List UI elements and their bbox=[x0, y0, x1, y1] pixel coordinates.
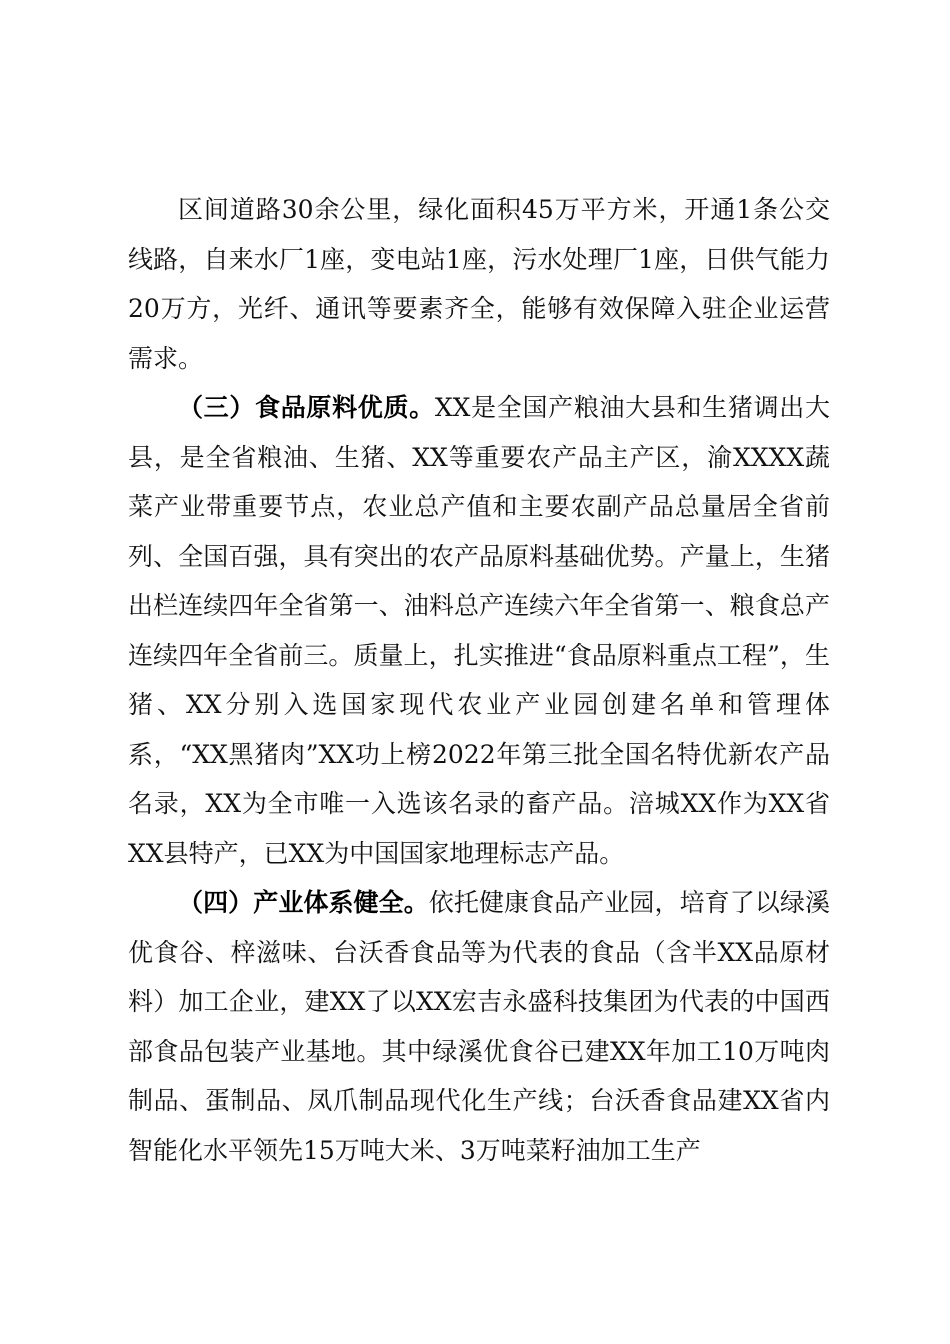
paragraph-industry-system bbox=[128, 878, 830, 1175]
paragraph-text: 依托健康食品产业园，培育了以绿溪优食谷、梓滋味、台沃香食品等为代表的食品（含半XX品原材料）加工企业，建XX了以XX宏吉永盛科技集团为代表的中国西部食品包装产业基地。其中绿溪优食谷已建XX年加工10万吨肉制品、蛋制品、凤爪制品现代化生产线；台沃香食品建XX省内智能化水平领先15万吨大米、3万吨菜籽油加工生产 bbox=[128, 888, 830, 1165]
paragraph-text: 区间道路30余公里，绿化面积45万平方米，开通1条公交线路，自来水厂1座，变电站1座，污水处理厂1座，日供气能力20万方，光纤、通讯等要素齐全，能够有效保障入驻企业运营需求。 bbox=[128, 195, 830, 373]
section-heading-four: （四）产业体系健全。 bbox=[178, 888, 429, 917]
paragraph-text: XX是全国产粮油大县和生猪调出大县，是全省粮油、生猪、XX等重要农产品主产区，渝XXXX蔬菜产业带重要节点，农业总产值和主要农副产品总量居全省前列、全国百强，具有突出的农产品原料基础优势。产量上，生猪出栏连续四年全省第一、油料总产连续六年全省第一、粮食总产连续四年全省前三。质量上，扎实推进“食品原料重点工程”，生猪、XX分别入选国家现代农业产业园创建名单和管理体系，“XX黑猪肉”XX功上榜2022年第三批全国名特优新农产品名录，XX为全市唯一入选该名录的畜产品。涪城XX作为XX省XX县特产，已XX为中国国家地理标志产品。 bbox=[128, 393, 830, 868]
paragraph-infrastructure bbox=[128, 185, 830, 383]
paragraph-food-materials bbox=[128, 383, 830, 878]
section-heading-three: （三）食品原料优质。 bbox=[178, 393, 435, 422]
body-text bbox=[128, 185, 830, 1175]
